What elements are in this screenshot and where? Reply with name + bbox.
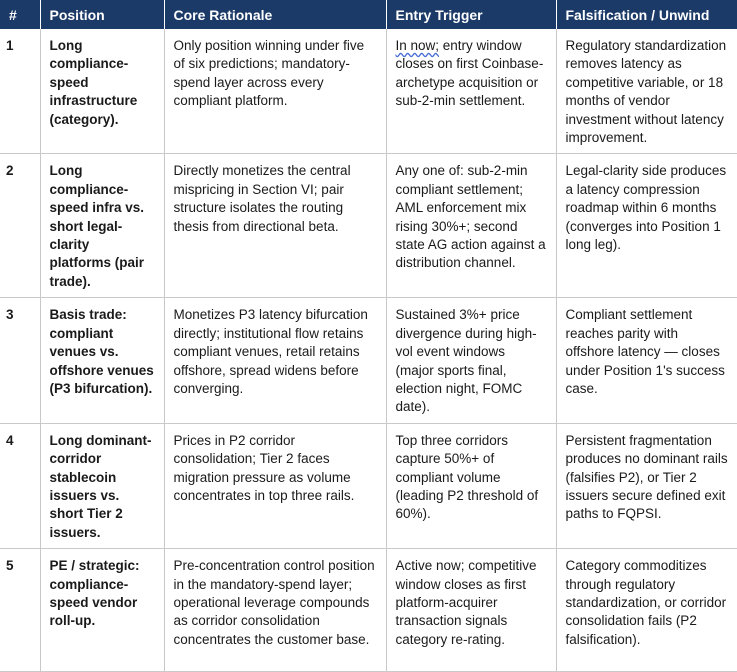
table-body	[0, 29, 737, 672]
row-number: 4	[0, 423, 40, 548]
header-position: Position	[40, 0, 164, 29]
header-falsification: Falsification / Unwind	[556, 0, 737, 29]
entry-trigger-cell	[386, 29, 556, 154]
row-number: 1	[0, 29, 40, 154]
entry-trigger-cell: Sustained 3%+ price divergence during high-vol event windows (major sports final, election night, FOMC date).	[386, 298, 556, 423]
header-rationale: Core Rationale	[164, 0, 386, 29]
row-number: 5	[0, 549, 40, 672]
rationale-cell: Prices in P2 corridor consolidation; Tier 2 faces migration pressure as volume concentrates in top three rails.	[164, 423, 386, 548]
falsification-cell: Compliant settlement reaches parity with offshore latency — closes under Position 1's success case.	[556, 298, 737, 423]
position-cell: Long compliance-speed infrastructure (category).	[40, 29, 164, 154]
falsification-cell: Persistent fragmentation produces no dominant rails (falsifies P2), or Tier 2 issuers secure defined exit paths to FQPSI.	[556, 423, 737, 548]
rationale-cell: Directly monetizes the central mispricing in Section VI; pair structure isolates the routing thesis from directional beta.	[164, 154, 386, 298]
falsification-cell: Legal-clarity side produces a latency compression roadmap within 6 months (converges into Position 1 long leg).	[556, 154, 737, 298]
position-cell: Basis trade: compliant venues vs. offshore venues (P3 bifurcation).	[40, 298, 164, 423]
entry-trigger-lead: In now;	[395, 38, 440, 53]
entry-trigger-cell: Active now; competitive window closes as first platform-acquirer transaction signals category re-rating.	[386, 549, 556, 672]
table-row	[0, 549, 737, 672]
entry-trigger-text: entry window closes on first Coinbase-archetype acquisition or sub-2-min settlement.	[395, 38, 544, 109]
header-num: #	[0, 0, 40, 29]
table-row	[0, 154, 737, 298]
position-cell: PE / strategic: compliance-speed vendor roll-up.	[40, 549, 164, 672]
falsification-cell: Regulatory standardization removes latency as competitive variable, or 18 months of vendor investment without latency improvement.	[556, 29, 737, 154]
table-row	[0, 298, 737, 423]
header-row	[0, 0, 737, 29]
position-cell: Long compliance-speed infra vs. short legal-clarity platforms (pair trade).	[40, 154, 164, 298]
table-header	[0, 0, 737, 29]
header-entry-trigger: Entry Trigger	[386, 0, 556, 29]
rationale-cell: Pre-concentration control position in the mandatory-spend layer; operational leverage compounds as corridor consolidation concentrates the customer base.	[164, 549, 386, 672]
falsification-cell: Category commoditizes through regulatory standardization, or corridor consolidation fails (P2 falsification).	[556, 549, 737, 672]
row-number: 2	[0, 154, 40, 298]
rationale-cell: Monetizes P3 latency bifurcation directly; institutional flow retains compliant venues, retail retains offshore, spread widens before converging.	[164, 298, 386, 423]
rationale-cell: Only position winning under five of six predictions; mandatory-spend layer across every compliant platform.	[164, 29, 386, 154]
row-number: 3	[0, 298, 40, 423]
entry-trigger-cell: Any one of: sub-2-min compliant settlement; AML enforcement mix rising 30%+; second state AG action against a distribution channel.	[386, 154, 556, 298]
table-row	[0, 423, 737, 548]
table-row	[0, 29, 737, 154]
position-cell: Long dominant-corridor stablecoin issuers vs. short Tier 2 issuers.	[40, 423, 164, 548]
entry-trigger-cell: Top three corridors capture 50%+ of compliant volume (leading P2 threshold of 60%).	[386, 423, 556, 548]
